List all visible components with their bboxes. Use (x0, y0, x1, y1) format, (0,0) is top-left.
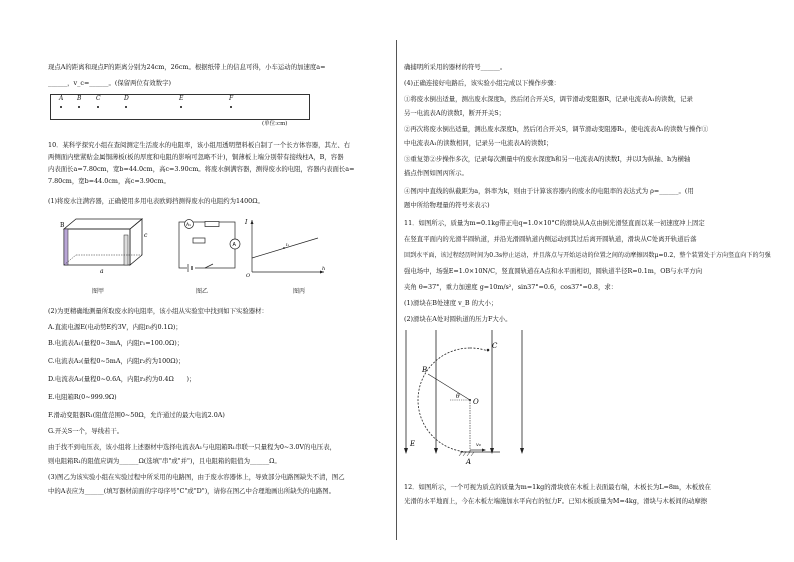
tape-dot (97, 106, 99, 108)
column-divider (396, 40, 397, 540)
option-line: F.滑动变阻器R₁(阻值范围0~50Ω，允许通过的最大电流2.0A) (48, 411, 225, 419)
text-line: ______，v_c=______。(保留两位有效数字) (48, 79, 171, 87)
tape-dot (125, 106, 127, 108)
step-line: ③重复第②步操作多次，记录每次测量中的废水深度h和另一电流表A的读数I，并以I为纵轴、h为横轴 (404, 155, 691, 163)
q10-line: (2)为更精确地测量所取废水的电阻率，该小组从实验室中找到如下实验器材： (48, 307, 268, 315)
label-E: E (410, 440, 416, 448)
svg-text:A: A (232, 242, 236, 248)
caption-fig-yi: 图乙 (196, 288, 209, 295)
q10-line: 10．某科学探究小组在查阅测定生活废水的电阻率，该小组用透明塑料板自制了一个长方体容器，其左、右 (48, 141, 351, 149)
fig-label-c: c (144, 232, 148, 239)
step-line: 中电流表A₁的读数相同，记录另一电流表A的读数I； (404, 139, 553, 147)
label-A: A (466, 458, 472, 466)
option-line: C.电流表A₂(量程0~5mA，内阻r₂约为100Ω)； (48, 357, 185, 365)
step-line: ④图丙中直线的纵截距为a，斜率为k，则由于计算该容器内的废水的电阻率的表达式为 ρ=______。(用 (404, 187, 694, 195)
tape-label-F: F (229, 95, 234, 102)
q10-line: 由于找不到电压表，该小组将上述器材中选择电流表A₁与电阻箱R₁串联一只量程为0~3.0V的电压表， (48, 443, 336, 451)
step-line: 描点作图如图丙所示。 (404, 169, 468, 177)
step-line: 另一电流表A的读数I，断开开关S； (404, 109, 505, 117)
graph-label-I: I (245, 219, 248, 226)
text-line: (4)正确连接好电路后，该实验小组完成以下操作步骤： (404, 79, 561, 87)
caption-fig-jia: 图甲 (92, 288, 105, 295)
option-line: A.直流电源E(电动势E约3V，内阻r₀约0.1Ω)； (48, 323, 182, 331)
option-line: E.电阻箱R(0~999.9Ω) (48, 393, 117, 401)
figure-container (60, 215, 160, 275)
label-theta: θ (456, 393, 460, 400)
q10-line: 内表面长a=7.80cm，宽b=44.0cm，高c=3.90cm。将废水倒满容器，测得废水的电阻，容器内表面长a= (48, 165, 355, 173)
q10-line: (3)图乙为该实验小组在实验过程中所采用的电路图，由于废水容器体上，导致部分电路图缺失不清，图乙 (48, 473, 345, 481)
text-line: 现点A的距离和现点F的距离分别为24cm，26cm。根据纸带上的信息可得，小车运动的加速度a= (48, 63, 326, 71)
option-line: G.开关S一个，导线若干。 (48, 427, 124, 435)
step-line: 题中所给物理量的符号来表示) (404, 201, 490, 209)
figure-semicircle-track (400, 326, 530, 466)
graph-label-h: h (322, 266, 326, 272)
fig-label-a: a (100, 268, 104, 275)
figure-graph (244, 216, 330, 278)
text-line: 确捕明所采用的器材的符号______。 (404, 63, 507, 71)
q12-line: 光滑的水平地面上，今在木板左端施加水平向右的恒力F。已知木板质量为M=4kg，滑块与木板间的动摩擦 (404, 497, 708, 505)
option-line: D.电流表A₃(量程0~0.6A，内阻r₃约为0.4Ω )； (48, 375, 196, 383)
q11-line: 夹角 θ=37°，重力加速度 g=10m/s²，sin37°=0.6，cos37°=0.8，求： (404, 283, 618, 291)
graph-label-i2: I₂ (286, 242, 290, 247)
svg-text:A₁: A₁ (186, 223, 191, 228)
q12-line: 12．如图所示，一个可视为质点的质量为m=1kg的滑块放在木板上表面最右端，木板长为L=8m，木板放在 (404, 483, 711, 491)
fig-label-B: B (60, 222, 65, 229)
label-B: B (422, 366, 428, 374)
tape-label-B: B (77, 95, 82, 102)
q11-line: 11．如图所示，质量为m=0.1kg带正电q=1.0×10°C的滑块从A点由倒光滑竖直面以某一初速度冲上固定 (404, 219, 705, 227)
tape-label-E: E (179, 95, 184, 102)
q10-line: 7.80cm，宽b=44.0cm，高c=3.90cm。 (48, 177, 170, 185)
label-O: O (473, 398, 479, 406)
q10-line: (1)将废水注满容器，正确使用多用电表欧姆挡测得废水的电阻约为1400Ω。 (48, 197, 264, 205)
q10-line: 中的A表应为______(填写器材前面的字母序号"C"或"D")，请你在图乙中合理地画出所缺失的电路图。 (48, 487, 335, 495)
q11-line: 在竖直平面内的光滑半圆轨道，并沿光滑圆轨道内侧运动到其过后离开圆轨道，滑块从C处离开轨道后落 (404, 235, 697, 243)
q10-line: 则电阻箱R₁的阻值应调为______Ω(选填"串"或"并")，且电阻箱的阻值为______Ω。 (48, 457, 281, 465)
q11-line: (1)滑块在B处速度 v_B 的大小； (404, 299, 498, 307)
q11-line: 回到水平面，该过程经历时间为0.3s停止运动，并且落点与开始运动的位置之间的动摩擦因数μ=0.2，整个装置处于方向竖直向下的匀强 (404, 252, 771, 259)
tape-dot (230, 106, 232, 108)
tape-label-D: D (124, 95, 129, 102)
step-line: ②再次将废水倒出适量，测出废水深度h，然后闭合开关S，调节滑动变阻器R₁，使电流表A₁的读数与操作① (404, 125, 709, 133)
label-v0: v₀ (476, 442, 481, 448)
tape-dot (180, 106, 182, 108)
tape-label-C: C (96, 95, 101, 102)
tape-unit: (单位:cm) (262, 121, 288, 127)
tape-dot (60, 106, 62, 108)
option-line: B.电流表A₁(量程0~3mA，内阻r₁=100.0Ω)； (48, 339, 184, 347)
paper-tape (50, 94, 310, 120)
q11-line: 强电场中，场强E=1.0×10N/C，竖直圆轨道在A点和水平面相切，圆轨道半径R=0.1m，OB与水平方向 (404, 267, 703, 275)
q11-line: (2)滑块在A处对圆轨道的压力F大小。 (404, 315, 512, 323)
figure-circuit (175, 218, 243, 276)
step-line: ①将废水倒出适量，测出废水深度h，然后闭合开关S，调节滑动变阻器R，记录电流表A₁的读数，记录 (404, 95, 693, 103)
tape-label-A: A (59, 95, 64, 102)
q10-line: 两侧面内壁紧贴金属铜薄板(板的厚度和电阻的影响可忽略不计)，铜薄板上端分别带有接线柱A，B，容器 (48, 153, 344, 161)
graph-label-O: O (246, 273, 251, 278)
caption-fig-bing: 图丙 (293, 288, 306, 295)
label-C: C (492, 342, 498, 350)
tape-dot (78, 106, 80, 108)
